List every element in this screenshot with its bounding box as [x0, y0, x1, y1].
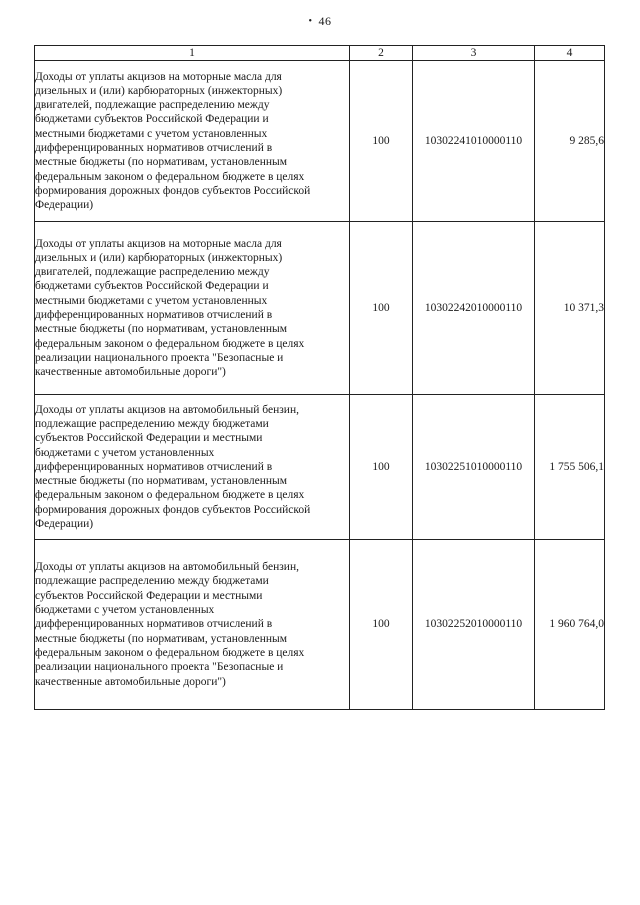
- revenue-description: Доходы от уплаты акцизов на автомобильный бензин, подлежащие распределению между бюджетами субъектов Российской Федерации и местными бюджетами с учетом установленных дифференцированных нормативов отчислений в местные бюджеты (по нормативам, установленным федеральным законом о федеральном бюджете в целях реализации национального проекта "Безопасные и качественные автомобильные дороги"): [35, 540, 350, 710]
- column-header-1: 1: [35, 46, 350, 61]
- column-header-4: 4: [535, 46, 605, 61]
- revenue-table: [34, 45, 605, 710]
- page-number-text: 46: [318, 14, 332, 28]
- budget-classification-code: 10302252010000110: [413, 540, 535, 710]
- table-row: [35, 540, 605, 710]
- column-header-3: 3: [413, 46, 535, 61]
- revenue-description: Доходы от уплаты акцизов на моторные масла для дизельных и (или) карбюраторных (инжекторных) двигателей, подлежащие распределению между бюджетами субъектов Российской Федерации и местными бюджетами с учетом установленных дифференцированных нормативов отчислений в местные бюджеты (по нормативам, установленным федеральным законом о федеральном бюджете в целях формирования дорожных фондов субъектов Российской Федерации): [35, 61, 350, 222]
- budget-classification-code: 10302241010000110: [413, 61, 535, 222]
- revenue-description: Доходы от уплаты акцизов на автомобильный бензин, подлежащие распределению между бюджетами субъектов Российской Федерации и местными бюджетами с учетом установленных дифференцированных нормативов отчислений в местные бюджеты (по нормативам, установленным федеральным законом о федеральном бюджете в целях формирования дорожных фондов субъектов Российской Федерации): [35, 395, 350, 540]
- administrator-code: 100: [350, 540, 413, 710]
- amount: 10 371,3: [535, 222, 605, 395]
- column-header-2: 2: [350, 46, 413, 61]
- revenue-description: Доходы от уплаты акцизов на моторные масла для дизельных и (или) карбюраторных (инжекторных) двигателей, подлежащие распределению между бюджетами субъектов Российской Федерации и местными бюджетами с учетом установленных дифференцированных нормативов отчислений в местные бюджеты (по нормативам, установленным федеральным законом о федеральном бюджете в целях реализации национального проекта "Безопасные и качественные автомобильные дороги"): [35, 222, 350, 395]
- table-row: [35, 222, 605, 395]
- amount: 9 285,6: [535, 61, 605, 222]
- administrator-code: 100: [350, 222, 413, 395]
- budget-classification-code: 10302242010000110: [413, 222, 535, 395]
- table-header-row: [35, 46, 605, 61]
- page-mark: •: [308, 16, 313, 27]
- amount: 1 755 506,1: [535, 395, 605, 540]
- table-row: [35, 61, 605, 222]
- budget-classification-code: 10302251010000110: [413, 395, 535, 540]
- administrator-code: 100: [350, 395, 413, 540]
- table-row: [35, 395, 605, 540]
- amount: 1 960 764,0: [535, 540, 605, 710]
- page-number: [0, 14, 640, 29]
- administrator-code: 100: [350, 61, 413, 222]
